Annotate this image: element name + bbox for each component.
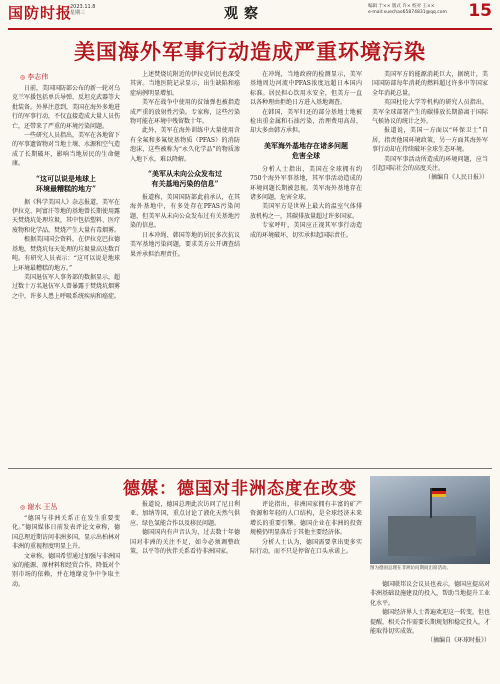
page-number: 15 (468, 1, 492, 21)
article1-column-4 (372, 70, 488, 466)
editor-info (368, 4, 447, 16)
article2-column-3 (250, 500, 362, 678)
article1-column-1 (12, 84, 120, 466)
photo-building (388, 516, 476, 556)
paragraph: 文章称，德国希望通过加强与非洲国家的能源、原材料和经贸合作，降低对个别市场的依赖，并在地缘竞争中争取主动。 (12, 552, 120, 588)
paragraph: 美国军方是世界上最大的温室气体排放机构之一，其碳排放量超过许多国家。 (250, 203, 362, 220)
paragraph: 一些研究人员指出，美军在各地留下的军事遗留物对当地土壤、水源和空气造成了长期破坏，影响当地居民的生命健康。 (12, 132, 120, 168)
masthead (8, 2, 492, 28)
paragraph: 美国军方的能源消耗巨大，据统计，美国国防部每年消耗的燃料超过许多中等国家全年消耗总量。 (372, 71, 488, 97)
article2-author: 谢水 王丛 (27, 503, 58, 511)
paragraph: 根据美国国会资料，在伊拉克巴拉德基地，焚烧坑每天处理的垃圾量高达数百吨。有研究人员表示：“这可以说是地球上环境最糟糕的地方。” (12, 236, 120, 272)
paragraph: 美国退伍军人事务部的数据显示，超过数十万名退伍军人曾暴露于焚烧坑烟雾之中，许多人患上呼吸系统疾病和癌症。 (12, 273, 120, 300)
article2-source: （摘编自《环球时报》） (426, 637, 490, 645)
paragraph: 报道称，美国国防部此前承认，在其海外基地中，有多处存在PFAS污染问题，但美军从未向公众发布过有关基地污染的信息。 (130, 194, 240, 230)
article1-subheading-1: “这可以说是地球上 环境最糟糕的地方” (35, 173, 97, 193)
article2-column-1 (12, 514, 120, 678)
paragraph: 评论指出，非洲国家拥有丰富的矿产资源和年轻的人口结构，是全球经济未来增长的重要引擎。德国企业在非洲的投资规模仍明显落后于其他主要经济体。 (250, 501, 362, 537)
article1-byline (20, 72, 48, 82)
editor-line: 编辑 于×× 版式 许× 校对 王×× (368, 4, 435, 9)
paragraph: 分析人士指出，美国在全球拥有约750个海外军事基地，其军事活动造成的环境问题长期被忽视。美军海外基地存在诸多问题，危害全球。 (250, 165, 362, 202)
paragraph: 报道说，美国一方面以“环保卫士”自居，指责他国环境政策，另一方面其海外军事行动却在持续破坏全球生态环境。 (372, 127, 488, 154)
header-rule (8, 28, 492, 30)
paragraph: 英国杜伦大学等机构的研究人员指出，美军全球部署产生的碳排放长期游离于国际气候协议的统计之外。 (372, 99, 488, 126)
byline-marker-icon: ◎ (20, 504, 26, 511)
paragraph: 分析人士认为，德国需要拿出更多实际行动，而不只是停留在口头承诺上。 (250, 538, 362, 556)
article1-column-3 (250, 70, 362, 466)
article2-column-4 (370, 580, 490, 678)
paragraph: 德国经济界人士普遍欢迎这一转变，但也提醒，相关合作需要长期规划和稳定投入，才能取得切实成效。 (370, 609, 490, 636)
date-line: 2023.11.8 (70, 4, 96, 10)
paragraph: 据《科学美国人》杂志报道，美军在伊拉克、阿富汗等地的基地曾长期使用露天焚烧坑处理垃圾，其中包括塑料、医疗废物和化学品，焚烧产生大量有毒烟雾。 (12, 198, 120, 234)
section-title: 观察 (224, 6, 264, 22)
paragraph: 美国军事活动所造成的环境问题，应当引起国际社会的高度关注。 (372, 155, 488, 173)
article1-headline: 美国海外军事行动造成严重环境污染 (74, 40, 426, 64)
article-separator (8, 468, 492, 469)
paragraph: 德国联邦议会议员也表示，德国应提高对非洲基础设施建设的投入，帮助当地提升工业化水平。 (370, 581, 490, 607)
article2-column-2 (130, 500, 240, 678)
article2-headline: 德媒：德国对非洲态度在改变 (123, 479, 357, 499)
paragraph: 上述焚烧坑附近的伊拉克居民也深受其害。当地医院记录显示，出生缺陷和癌症病例明显增加。 (130, 71, 240, 97)
article2-photo (370, 476, 490, 564)
paragraph: 报道说，德国总理此次访问了尼日利亚、加纳等国，重点讨论了液化天然气供应、绿色氢能合作以及移民问题。 (130, 501, 240, 527)
paragraph: 专家呼吁，美国应正视其军事行动造成的环境破坏，切实承担起国际责任。 (250, 222, 362, 239)
paragraph: 日前，美国国防部公布的新一轮对乌克兰军援包括单兵导弹、反坦克武器等大批装备。外界注意到，美国在海外多地进行的军事行动，不仅直接造成大量人员伤亡，还带来了严重的环境污染问题。 (12, 85, 120, 130)
article1-author: 李志伟 (27, 73, 49, 81)
article1-source: （摘编自《人民日报》） (424, 174, 488, 182)
article1-subheading-3: 美军海外基地存在诸多问题 危害全球 (264, 140, 348, 160)
paragraph: 德国国内有声音认为，过去数十年德国对非洲的关注不足，如今必须调整政策，以平等的伙伴关系看待非洲国家。 (130, 529, 240, 556)
article1-subheading-2: “美军从未向公众发布过 有关基地污染的信息” (147, 169, 223, 189)
paragraph: 美军在战争中使用的贫铀弹也被指造成严重的放射性污染。专家称，这些污染物可能在环境中残留数十年。 (130, 99, 240, 126)
photo-caption: 图为德国总理在非洲访问期间出席活动。 (370, 566, 451, 571)
editor-email: e-mail:xuechao65874831@qq.com (368, 10, 447, 15)
weekday-line: 星期三 (70, 10, 86, 16)
paragraph: 日本冲绳、韩国等地的居民多次抗议美军基地污染问题，要求美方公开调查结果并承担治理责任。 (130, 231, 240, 258)
byline-marker-icon: ◎ (20, 74, 26, 81)
paragraph: 在冲绳，当地政府的检测显示，美军基地周边河流中PFAS浓度远超日本国内标准。居民担心饮用水安全，但美方一直以各种理由拒绝日方进入基地调查。 (250, 71, 362, 107)
paragraph: 在韩国，美军归还的部分基地土地被检出重金属和石油污染，治理费用高昂，却大多由韩方承担。 (250, 108, 362, 135)
article2-byline (20, 502, 57, 512)
article1-column-2 (130, 70, 240, 466)
newspaper-logo: 国防时报 (8, 4, 73, 22)
issue-date (70, 4, 95, 16)
german-flag-icon (432, 488, 446, 497)
paragraph: “德国与非洲关系正在发生重要变化。”德国媒体日前发表评论文章称，德国总理近期访问非洲多国，显示出柏林对非洲的重视程度明显上升。 (12, 515, 120, 551)
paragraph: 此外，美军在海外训练中大量使用含有全氟和多氟烷基物质（PFAS）的消防泡沫，这些被称为“永久化学品”的物质渗入地下水，难以降解。 (130, 127, 240, 163)
